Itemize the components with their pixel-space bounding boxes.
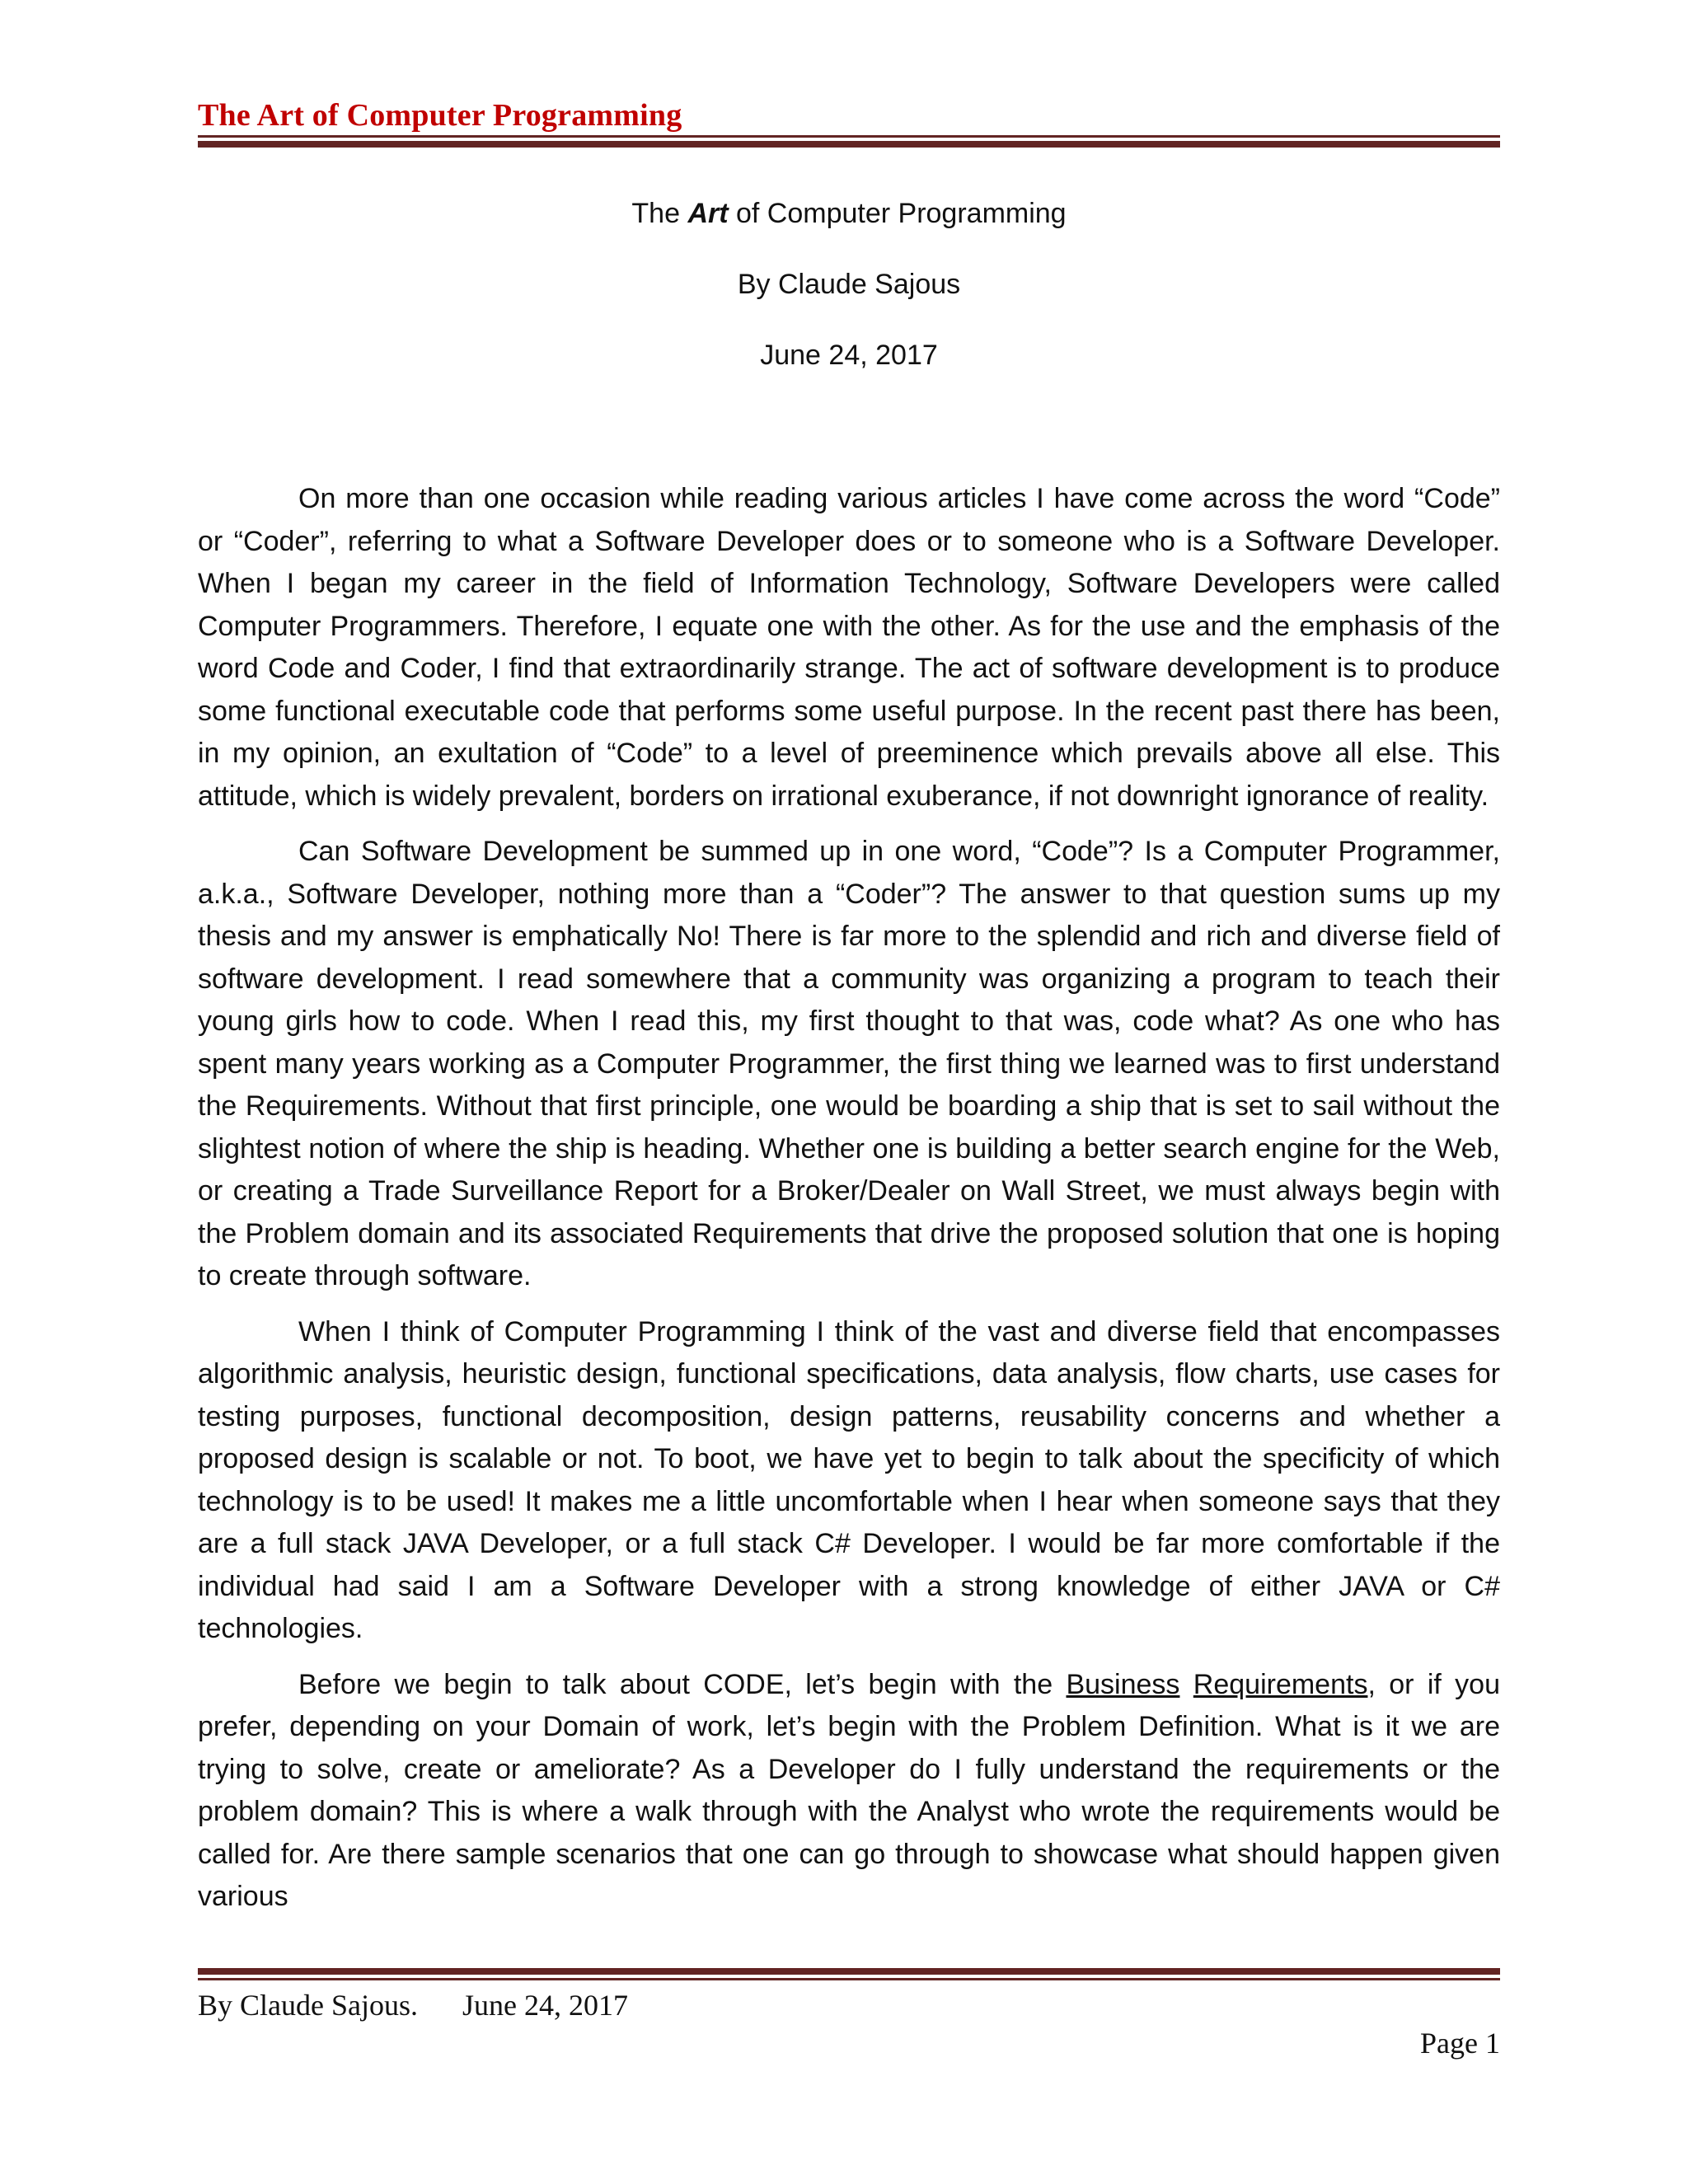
header-title: The Art of Computer Programming: [198, 98, 682, 133]
footer-author-date: By Claude Sajous. June 24, 2017: [198, 1989, 628, 2022]
title-prefix: The: [631, 198, 688, 229]
document-title: [198, 198, 1500, 230]
paragraph-4-start: Before we begin to talk about CODE, let’s begin with the: [298, 1668, 1067, 1700]
document-author: By Claude Sajous: [737, 269, 961, 300]
link-space: [1179, 1669, 1193, 1700]
header-rule-thin: [198, 135, 1500, 138]
paragraph-4: [198, 1664, 1500, 1919]
paragraph-2: Can Software Development be summed up in one word, “Code”? Is a Computer Programmer, a.k.a., Software Developer, nothing more than a “Coder”? The answer to that question sums up my thesis and my answer is emphatically No! There is far more to the splendid and rich and diverse field of software development. I read somewhere that a community was organizing a program to teach their young girls how to code. When I read this, my first thought to that was, code what? As one who has spent many years working as a Computer Programmer, the first thing we learned was to first understand the Requirements. Without that first principle, one would be boarding a ship that is set to sail without the slightest notion of where the ship is heading. Whether one is building a better search engine for the Web, or creating a Trade Surveillance Report for a Broker/Dealer on Wall Street, we must always begin with the Problem domain and its associated Requirements that drive the proposed solution that one is hoping to create through software.: [198, 836, 1500, 1291]
business-link[interactable]: Business: [1066, 1668, 1180, 1700]
footer-rule-thick: [198, 1968, 1500, 1975]
body-text: [198, 478, 1500, 1932]
requirements-link[interactable]: Requirements: [1193, 1668, 1368, 1700]
header-rule-thick: [198, 141, 1500, 148]
footer-rule-thin: [198, 1978, 1500, 1980]
paragraph-1: On more than one occasion while reading various articles I have come across the word “Code” or “Coder”, referring to what a Software Developer does or to someone who is a Software Developer. When I began my career in the field of Information Technology, Software Developers were called Computer Programmers. Therefore, I equate one with the other. As for the use and the emphasis of the word Code and Coder, I find that extraordinarily strange. The act of software development is to produce some functional executable code that performs some useful purpose. In the recent past there has been, in my opinion, an exultation of “Code” to a level of preeminence which prevails above all else. This attitude, which is widely prevalent, borders on irrational exuberance, if not downright ignorance of reality.: [198, 483, 1500, 812]
paragraph-3: When I think of Computer Programming I think of the vast and diverse field that encompasses algorithmic analysis, heuristic design, functional specifications, data analysis, flow charts, use cases for testing purposes, functional decomposition, design patterns, reusability concerns and whether a proposed design is scalable or not. To boot, we have yet to begin to talk about the specificity of which technology is to be used! It makes me a little uncomfortable when I hear when someone says that they are a full stack JAVA Developer, or a full stack C# Developer. I would be far more comfortable if the individual had said I am a Software Developer with a strong knowledge of either JAVA or C# technologies.: [198, 1315, 1500, 1644]
title-emphasis: Art: [687, 198, 729, 229]
paragraph-4-end: , or if you prefer, depending on your Domain of work, let’s begin with the Problem Definition. What is it we are trying to solve, create or ameliorate? As a Developer do I fully understand the requirements or the problem domain? This is where a walk through with the Analyst who wrote the requirements would be called for. Are there sample scenarios that one can go through to showcase what should happen given various: [198, 1668, 1500, 1912]
page-number: Page 1: [1420, 2027, 1500, 2060]
document-date: June 24, 2017: [760, 340, 938, 371]
title-suffix: of Computer Programming: [728, 198, 1067, 229]
